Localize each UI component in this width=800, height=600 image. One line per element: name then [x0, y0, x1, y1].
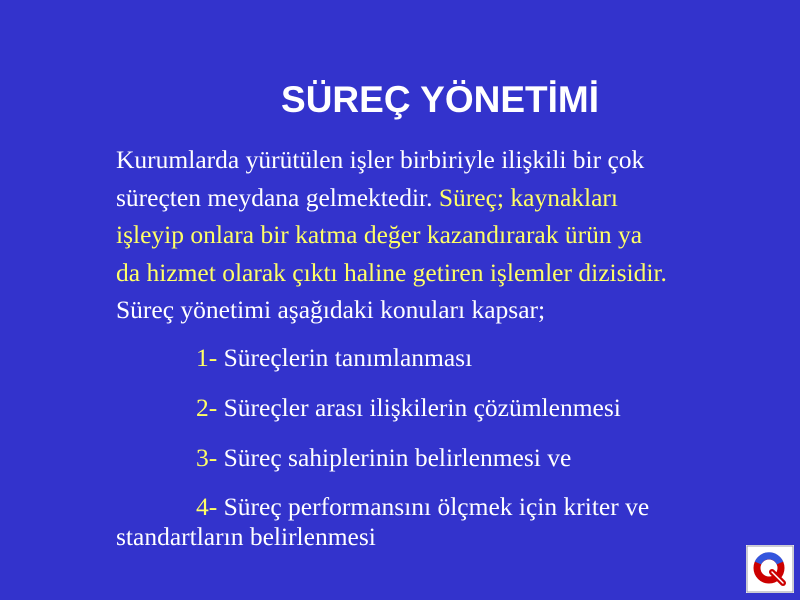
paragraph-line-4: da hizmet olarak çıktı haline getiren işlemler dizisidir. — [116, 257, 667, 287]
list-item-number: 2- — [196, 393, 218, 422]
list-item-text: Süreç performansını ölçmek için kriter ve — [217, 492, 650, 521]
list-item-4-continuation — [116, 518, 376, 556]
paragraph-line-2-highlight: Süreç; kaynakları — [438, 182, 619, 212]
list-item-text: Süreçlerin tanımlanması — [217, 343, 473, 372]
list-item-number: 3- — [196, 443, 218, 472]
slide-title-text: SÜREÇ YÖNETİMİ — [281, 79, 599, 120]
paragraph-line-3: işleyip onlara bir katma değer kazandırarak ürün ya — [116, 220, 643, 249]
paragraph-line-1: Kurumlarda yürütülen işler birbiriyle ilişkili bir çok — [116, 145, 645, 174]
paragraph-line-2 — [116, 179, 796, 217]
list-item-2 — [196, 389, 621, 427]
paragraph-line-2-white: süreçten meydana gelmektedir. — [116, 182, 439, 212]
slide-title — [0, 78, 800, 122]
paragraph-line-5: Süreç yönetimi aşağıdaki konuları kapsar; — [116, 295, 546, 324]
list-item-text-continuation: standartların belirlenmesi — [116, 522, 376, 551]
list-item-number: 1- — [196, 343, 218, 372]
list-item-text: Süreç sahiplerinin belirlenmesi ve — [217, 443, 572, 472]
list-item-number: 4- — [196, 492, 218, 521]
list-item-1 — [196, 339, 472, 377]
intro-paragraph — [116, 141, 796, 329]
list-item-3 — [196, 439, 571, 477]
list-item-text: Süreçler arası ilişkilerin çözümlenmesi — [217, 393, 621, 422]
quality-q-logo-icon — [746, 545, 794, 593]
